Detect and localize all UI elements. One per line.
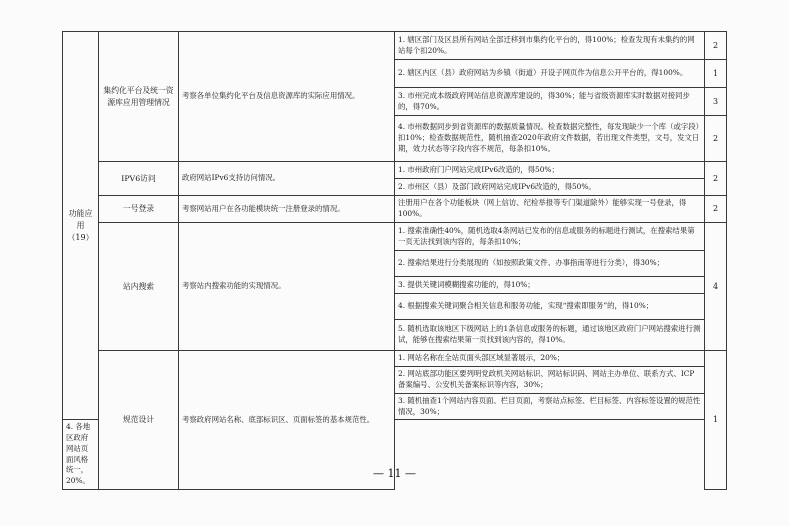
criterion-text: 2. 辖区内区（县）政府网站为乡镇（街道）开设子网页作为信息公开平台的，得100%。 [395, 60, 705, 88]
score-cell: 1 [705, 60, 727, 88]
criterion-text: 4. 各地区政府网站页面风格统一，20%。 [63, 420, 99, 489]
criterion-text: 1. 辖区部门及区县所有网站全部迁移到市集约化平台的，得100%；检查发现有未集约的网站每个扣20%。 [395, 32, 705, 60]
score-cell: 4 [705, 223, 727, 351]
score-cell: 3 [705, 88, 727, 116]
table-row [63, 196, 727, 223]
item-description: 政府网站IPv6支持访问情况。 [179, 162, 395, 196]
score-cell: 2 [705, 32, 727, 60]
table-row [63, 32, 727, 60]
criterion-text: 3. 提供关键词模糊搜索功能的，得10%； [395, 277, 705, 294]
table-row [63, 162, 727, 179]
criterion-text: 4. 市州数据同步到省资源库的数据质量情况。检查数据完整性，每发现缺少一个库（或字段）扣10%；检查数据规范性，随机抽查2020年政府文件数据，若出现文件类型，文号，发文日期，效力状态等字段内容不规范，每条扣10%。 [395, 116, 705, 162]
item-name: 规范设计 [99, 351, 179, 490]
criterion-text: 4. 根据搜索关键词聚合相关信息和服务功能，实现“搜索即服务”的，得10%； [395, 294, 705, 320]
item-name: 一号登录 [99, 196, 179, 223]
criterion-text: 3. 市州完成本级政府网站信息资源库建设的，得30%；能与省级资源库实时数据对接同步的，得70%。 [395, 88, 705, 116]
category-cell: 功能应用（19） [63, 32, 99, 420]
score-cell: 2 [705, 162, 727, 196]
item-name: 集约化平台及统一资源库应用管理情况 [99, 32, 179, 162]
item-name: IPV6访问 [99, 162, 179, 196]
item-description: 考察政府网站名称、底部标识区、页面标签的基本规范性。 [179, 351, 395, 490]
criterion-text: 5. 随机选取该地区下级网站上的1条信息或服务的标题，通过该地区政府门户网站搜索进行测试，能够在搜索结果第一页找到该内容的，得10%。 [395, 320, 705, 351]
criterion-text: 1. 网站名称在全站页面头部区域显著展示，20%； [395, 351, 705, 367]
criterion-text: 1. 搜索准确性40%，随机选取4条网站已发布的信息或服务的标题进行测试，在搜索结果第一页无法找到该内容的，每条扣10%； [395, 223, 705, 251]
criterion-text: 2. 市州区（县）及部门政府网站完成IPv6改造的，得50%。 [395, 179, 705, 196]
score-cell: 1 [705, 351, 727, 490]
criterion-text: 2. 网站底部功能区要列明党政机关网站标识、网站标识码、网站主办单位、联系方式、ICP备案编号、公安机关备案标识等内容，30%； [395, 367, 705, 394]
criterion-text: 3. 随机抽查1个网站内容页面、栏目页面，考察站点标签、栏目标签、内容标签设置的规范性情况，30%； [395, 394, 705, 420]
evaluation-table [62, 31, 727, 490]
item-name: 站内搜索 [99, 223, 179, 351]
item-description: 考察站内搜索功能的实现情况。 [179, 223, 395, 351]
table-row [63, 351, 727, 367]
score-cell: 2 [705, 116, 727, 162]
criterion-text: 注册用户在各个功能板块（网上信访、纪检举报等专门渠道除外）能够实现一号登录，得100%。 [395, 196, 705, 223]
page-number: — 11 — [373, 467, 416, 480]
item-description: 考察网站用户在各功能模块统一注册登录的情况。 [179, 196, 395, 223]
table-row [63, 223, 727, 251]
score-cell: 2 [705, 196, 727, 223]
criterion-text: 2. 搜索结果进行分类展现的（如按照政策文件、办事指南等进行分类），得30%； [395, 251, 705, 277]
criterion-text: 1. 市州政府门户网站完成IPv6改造的，得50%； [395, 162, 705, 179]
item-description: 考察各单位集约化平台及信息资源库的实际应用情况。 [179, 32, 395, 162]
